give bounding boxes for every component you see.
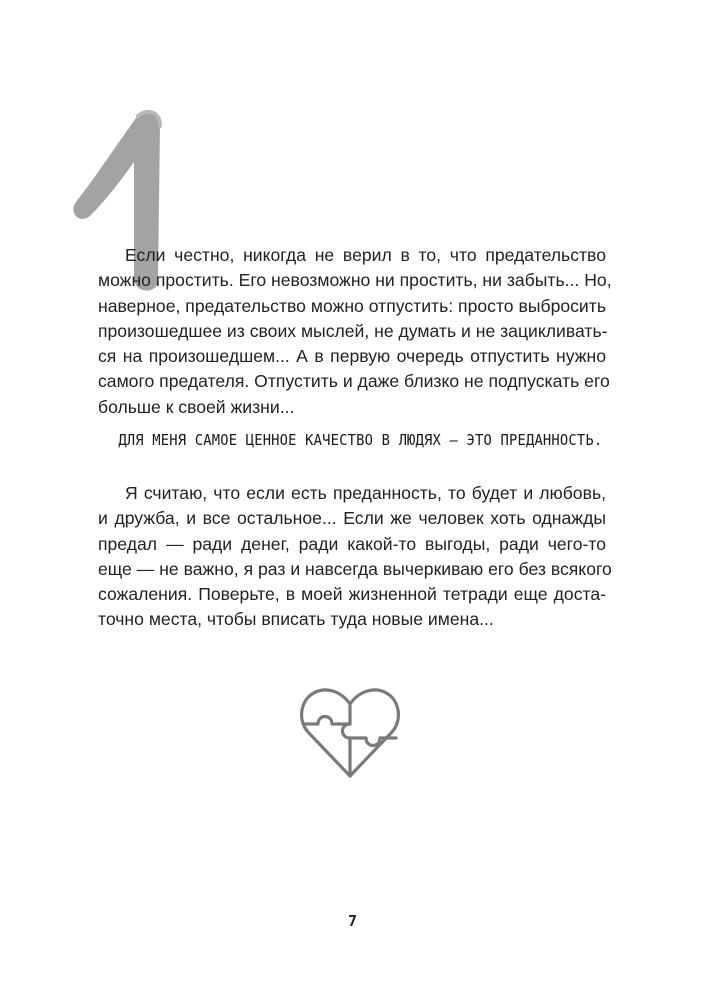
paragraph-line: сожаления. Поверьте, в моей жизненной тетради еще доста- bbox=[98, 584, 606, 605]
paragraph-line: можно простить. Его невозможно ни простить, ни забыть... Но, bbox=[98, 270, 612, 291]
paragraph-line: больше к своей жизни... bbox=[98, 396, 295, 417]
paragraph-1 bbox=[98, 243, 612, 420]
puzzle-heart-icon bbox=[298, 684, 402, 780]
paragraph-line: Если честно, никогда не верил в то, что предательство bbox=[125, 245, 606, 265]
paragraph-line: произошедшее из своих мыслей, не думать и не зацикливать- bbox=[98, 320, 608, 341]
paragraph-line: наверное, предательство можно отпустить: просто выбросить bbox=[98, 295, 606, 316]
highlight-quote: ДЛЯ МЕНЯ САМОЕ ЦЕННОЕ КАЧЕСТВО В ЛЮДЯХ — ЭТО ПРЕДАННОСТЬ. bbox=[118, 431, 603, 449]
paragraph-2 bbox=[98, 481, 612, 633]
paragraph-line: самого предателя. Отпустить и даже близко не подпускать его bbox=[98, 371, 610, 392]
paragraph-line: предал — ради денег, ради какой-то выгоды, ради чего-то bbox=[98, 533, 606, 554]
paragraph-line: ся на произошедшем... А в первую очередь отпустить нужно bbox=[98, 346, 606, 367]
paragraph-line: еще — не важно, я раз и навсегда вычеркиваю его без всякого bbox=[98, 558, 612, 579]
paragraph-line: Я считаю, что если есть преданность, то будет и любовь, bbox=[125, 483, 606, 503]
page-number: 7 bbox=[347, 912, 358, 930]
paragraph-line: и дружба, и все остальное... Если же человек хоть однажды bbox=[98, 508, 606, 529]
paragraph-line: точно места, чтобы вписать туда новые имена... bbox=[98, 609, 494, 630]
